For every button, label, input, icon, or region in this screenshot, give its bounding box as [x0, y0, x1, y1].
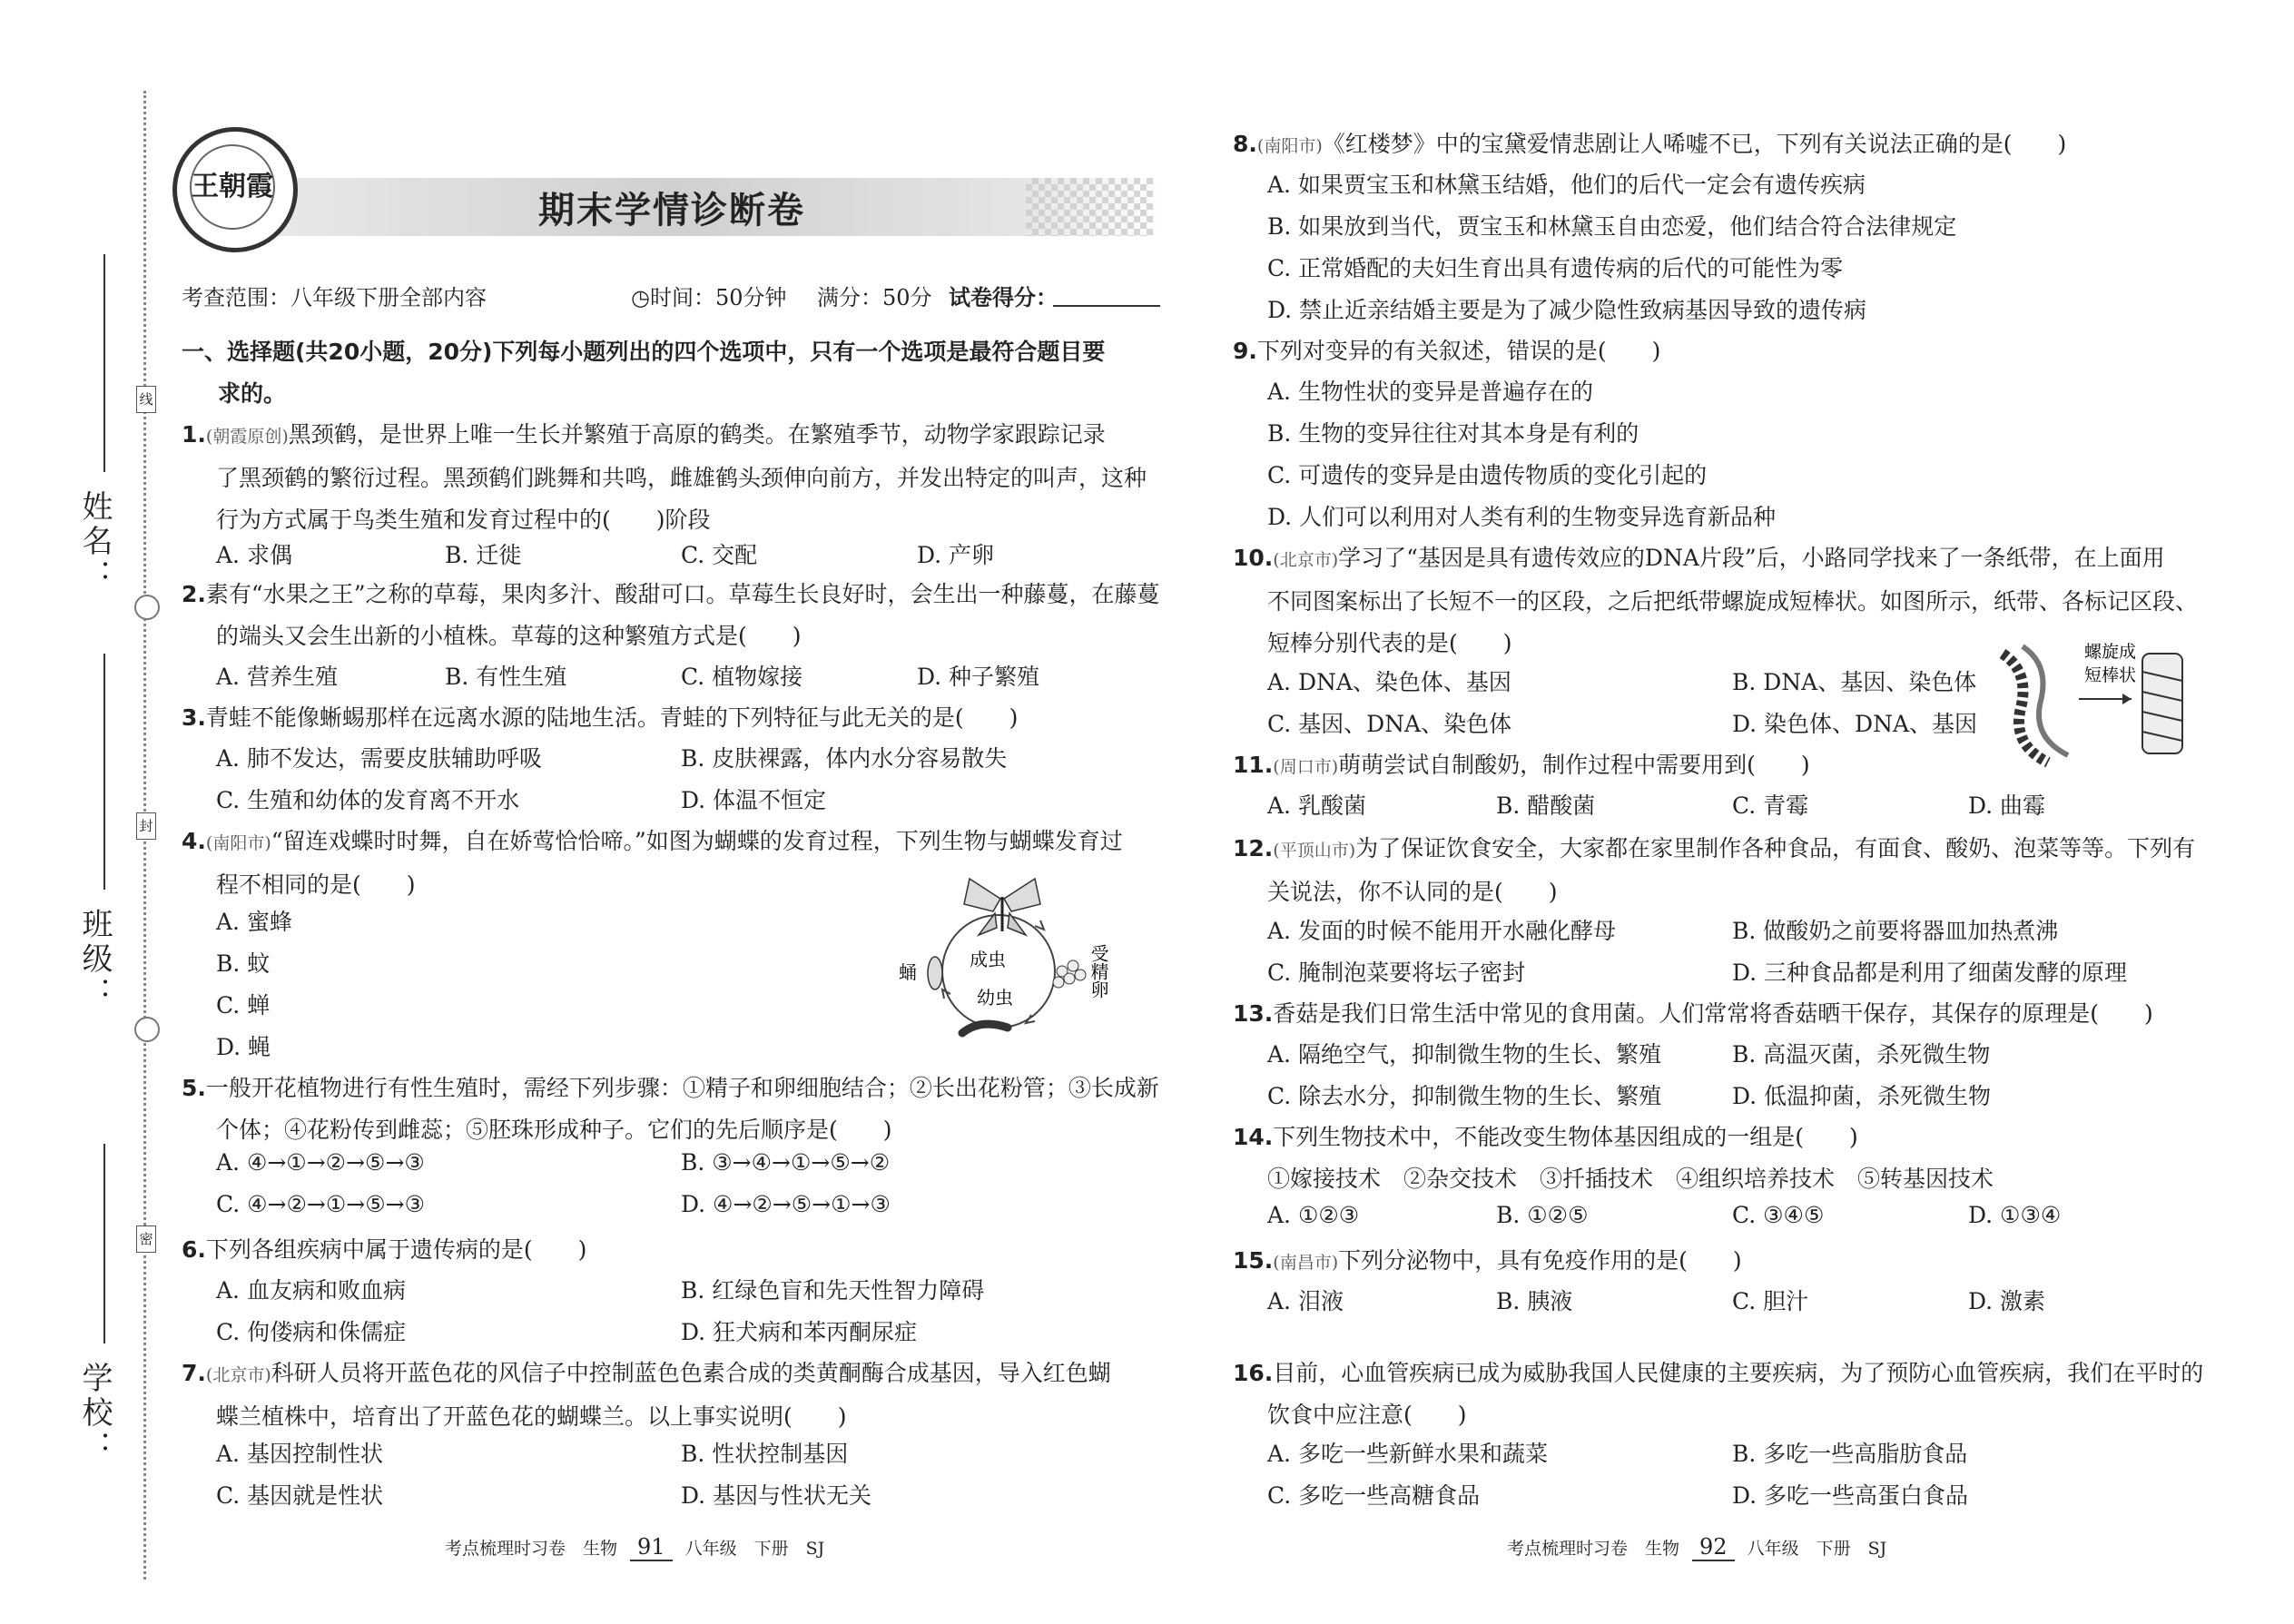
option: B. 蚊	[216, 950, 271, 977]
spiral-label-1: 螺旋成	[2084, 642, 2137, 662]
option: D. 狂犬病和苯丙酮尿症	[681, 1319, 918, 1345]
school-label: 学校：	[76, 1362, 113, 1465]
option: C. 生殖和幼体的发育离不开水	[216, 787, 520, 813]
option: C. 基因就是性状	[216, 1482, 384, 1509]
option: B. 红绿色盲和先天性智力障碍	[681, 1277, 985, 1304]
option: D. 多吃一些高蛋白食品	[1732, 1482, 1969, 1509]
stage-adult-label: 成虫	[970, 949, 1006, 970]
butterfly-lifecycle-diagram	[899, 871, 1117, 1053]
name-underline	[103, 254, 105, 472]
option: D. 低温抑菌，杀死微生物	[1732, 1083, 1992, 1109]
logo-text: 王朝霞	[190, 144, 275, 230]
butterfly-icon	[964, 879, 1040, 935]
seal-mark-mi: 密	[136, 1225, 156, 1253]
option: C. 腌制泡菜要将坛子密封	[1267, 960, 1526, 986]
option: D. 三种食品都是利用了细菌发酵的原理	[1732, 960, 2128, 986]
option: A. 如果贾宝玉和林黛玉结婚，他们的后代一定会有遗传疾病	[1267, 172, 1866, 198]
option: C. ③④⑤	[1732, 1202, 1825, 1228]
question-15: 15.(南昌市)下列分泌物中，具有免疫作用的是( )	[1233, 1247, 1742, 1274]
option: A. 发面的时候不能用开水融化酵母	[1267, 918, 1616, 944]
score-blank	[1053, 305, 1160, 307]
footer-right: 考点梳理时习卷 生物 92 八年级 下册 SJ	[1507, 1534, 1887, 1560]
footer-left: 考点梳理时习卷 生物 91 八年级 下册 SJ	[445, 1534, 825, 1560]
question-7: 7.(北京市)科研人员将开蓝色花的风信子中控制蓝色色素合成的类黄酮酶合成基因，导入红色蝴 蝶兰植株中，培育出了开蓝色花的蝴蝶兰。以上事实说明( )	[182, 1360, 1111, 1430]
exam-time: ◷时间：50分钟	[631, 285, 787, 310]
question-4: 4.(南阳市)“留连戏蝶时时舞，自在娇莺恰恰啼。”如图为蝴蝶的发育过程，下列生物与蝴蝶发育过 程不相同的是( )	[182, 828, 1123, 898]
question-14: 14.下列生物技术中，不能改变生物体基因组成的一组是( ) ①嫁接技术 ②杂交技术 ③扦插技术 ④组织培养技术 ⑤转基因技术	[1233, 1124, 1994, 1192]
pupa-icon	[928, 957, 942, 989]
option: B. 多吃一些高脂肪食品	[1732, 1441, 1968, 1467]
option: C. 佝偻病和侏儒症	[216, 1319, 407, 1345]
option: D. 禁止近亲结婚主要是为了减少隐性致病基因导致的遗传病	[1267, 297, 1867, 323]
option: C. 基因、DNA、染色体	[1267, 711, 1512, 737]
exam-score-label: 试卷得分：	[949, 284, 1058, 310]
page-number: 91	[630, 1534, 673, 1561]
question-1: 1.(朝霞原创)黑颈鹤，是世界上唯一生长并繁殖于高原的鹤类。在繁殖季节，动物学家跟踪记录 了黑颈鹤的繁衍过程。黑颈鹤们跳舞和共鸣，雌雄鹤头颈伸向前方，并发出特定的叫声，这种 行为方式属于鸟类生殖和发育过程中的( )阶段	[182, 421, 1147, 533]
question-9: 9.下列对变异的有关叙述，错误的是( )	[1233, 338, 1661, 364]
egg-cluster-icon	[1053, 960, 1086, 988]
option: C. 除去水分，抑制微生物的生长、繁殖	[1267, 1083, 1662, 1109]
question-13: 13.香菇是我们日常生活中常见的食用菌。人们常常将香菇晒干保存，其保存的原理是( )	[1233, 1000, 2153, 1027]
option: B. ③→④→①→⑤→②	[681, 1149, 891, 1176]
option: D. 体温不恒定	[681, 787, 827, 813]
option: A. 基因控制性状	[216, 1441, 383, 1467]
larva-icon	[962, 1024, 1008, 1033]
stage-larva-label: 幼虫	[977, 987, 1013, 1009]
option: C. 青霉	[1732, 792, 1809, 819]
spiral-label-2: 短棒状	[2084, 665, 2137, 685]
page-title: 期末学情诊断卷	[538, 190, 805, 231]
exam-full-score: 满分：50分	[817, 285, 932, 310]
question-2: 2.素有“水果之王”之称的草莓，果肉多汁、酸甜可口。草莓生长良好时，会生出一种藤蔓，在藤蔓 的端头又会生出新的小植株。草莓的这种繁殖方式是( )	[182, 581, 1160, 649]
option: D. 人们可以利用对人类有利的生物变异选育新品种	[1267, 504, 1777, 530]
option: C. 多吃一些高糖食品	[1267, 1482, 1481, 1509]
binding-hole-icon	[134, 1017, 160, 1042]
option: C. 植物嫁接	[681, 664, 803, 690]
binding-hole-icon	[134, 595, 160, 620]
section-title: 一、选择题(共20小题，20分)下列每小题列出的四个选项中，只有一个选项是最符合题目要 求的。	[182, 339, 1106, 407]
option: B. 有性生殖	[445, 664, 567, 690]
option: D. 染色体、DNA、基因	[1732, 711, 1978, 737]
option: A. 蜜蜂	[216, 909, 292, 935]
option: C. 蝉	[216, 992, 271, 1019]
option: A. 肺不发达，需要皮肤辅助呼吸	[216, 745, 542, 772]
option: C. ④→②→①→⑤→③	[216, 1191, 425, 1217]
seal-mark-feng: 封	[136, 812, 156, 840]
option: A. 乳酸菌	[1267, 792, 1366, 819]
seal-mark-xian: 线	[136, 386, 156, 413]
question-6: 6.下列各组疾病中属于遗传病的是( )	[182, 1236, 587, 1263]
option: B. 如果放到当代，贾宝玉和林黛玉自由恋爱，他们结合符合法律规定	[1267, 213, 1957, 240]
option: B. 胰液	[1496, 1288, 1573, 1314]
option: A. DNA、染色体、基因	[1267, 669, 1511, 695]
stage-egg-label: 受精卵	[1088, 944, 1109, 999]
option: A. 营养生殖	[216, 664, 338, 690]
option: B. 皮肤裸露，体内水分容易散失	[681, 745, 1008, 772]
option: C. 交配	[681, 542, 758, 568]
option: A. 血友病和败血病	[216, 1277, 406, 1304]
option: A. ①②③	[1267, 1202, 1360, 1228]
option: A. 多吃一些新鲜水果和蔬菜	[1267, 1441, 1548, 1467]
option: D. 产卵	[917, 542, 995, 568]
school-underline	[103, 1144, 105, 1343]
option: D. 激素	[1968, 1288, 2046, 1314]
option: A. 生物性状的变异是普遍存在的	[1267, 379, 1593, 405]
option: D. 蝇	[216, 1034, 271, 1060]
option: D. ④→②→⑤→①→③	[681, 1191, 891, 1217]
question-10: 10.(北京市)学习了“基因是具有遗传效应的DNA片段”后，小路同学找来了一条纸带，在上面用 不同图案标出了长短不一的区段，之后把纸带螺旋成短棒状。如图所示，纸带、各标记区段、 短棒分别代表的是( )	[1233, 545, 2199, 656]
option: D. ①③④	[1968, 1202, 2062, 1228]
option: B. 醋酸菌	[1496, 792, 1596, 819]
name-label: 姓名：	[76, 490, 113, 594]
option: B. 性状控制基因	[681, 1441, 849, 1467]
option: A. ④→①→②→⑤→③	[216, 1149, 425, 1176]
class-underline	[103, 654, 105, 890]
stage-pupa-label: 蛹	[899, 961, 917, 983]
option: A. 泪液	[1267, 1288, 1344, 1314]
option: B. 迁徙	[445, 542, 522, 568]
option: D. 基因与性状无关	[681, 1482, 872, 1509]
class-label: 班级：	[76, 908, 113, 1011]
option: A. 求偶	[216, 542, 292, 568]
option: B. ①②⑤	[1496, 1202, 1589, 1228]
option: C. 可遗传的变异是由遗传物质的变化引起的	[1267, 462, 1708, 488]
question-11: 11.(周口市)萌萌尝试自制酸奶，制作过程中需要用到( )	[1233, 752, 1810, 778]
option: A. 隔绝空气，抑制微生物的生长、繁殖	[1267, 1041, 1661, 1068]
question-12: 12.(平顶山市)为了保证饮食安全，大家都在家里制作各种食品，有面食、酸奶、泡菜等等。下列有 关说法，你不认同的是( )	[1233, 835, 2196, 905]
question-3: 3.青蛙不能像蜥蜴那样在远离水源的陆地生活。青蛙的下列特征与此无关的是( )	[182, 704, 1019, 731]
question-5: 5.一般开花植物进行有性生殖时，需经下列步骤：①精子和卵细胞结合；②长出花粉管；③长成新 个体；④花粉传到雌蕊；⑤胚珠形成种子。它们的先后顺序是( )	[182, 1075, 1159, 1143]
question-8: 8.(南阳市)《红楼梦》中的宝黛爱情悲剧让人唏嘘不已，下列有关说法正确的是( )	[1233, 131, 2067, 157]
exam-scope: 考查范围：八年级下册全部内容	[182, 285, 487, 310]
option: C. 胆汁	[1732, 1288, 1809, 1314]
option: B. 高温灭菌，杀死微生物	[1732, 1041, 1991, 1068]
page-number: 92	[1692, 1534, 1735, 1561]
option: D. 曲霉	[1968, 792, 2046, 819]
question-16: 16.目前，心血管疾病已成为威胁我国人民健康的主要疾病，为了预防心血管疾病，我们在平时的 饮食中应注意( )	[1233, 1360, 2204, 1428]
coiled-rod-icon	[2142, 654, 2182, 753]
option: C. 正常婚配的夫妇生育出具有遗传病的后代的可能性为零	[1267, 255, 1844, 281]
option: B. 做酸奶之前要将器皿加热煮沸	[1732, 918, 2059, 944]
option: B. DNA、基因、染色体	[1732, 669, 1977, 695]
option: B. 生物的变异往往对其本身是有利的	[1267, 420, 1639, 447]
option: D. 种子繁殖	[917, 664, 1040, 690]
